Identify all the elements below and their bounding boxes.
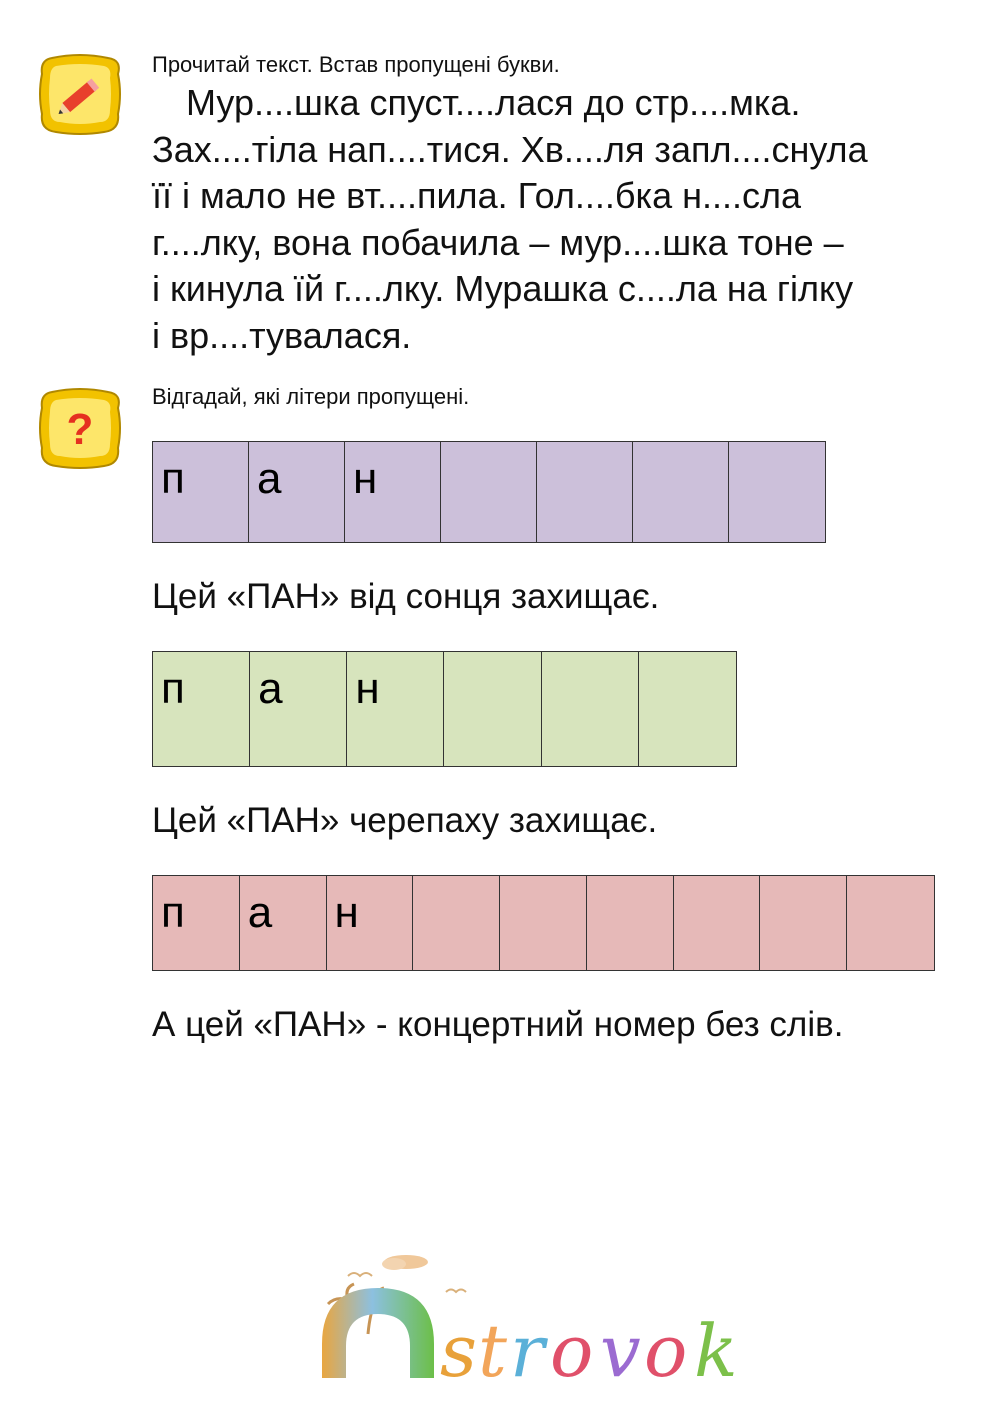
letter-cell <box>345 442 441 542</box>
letter-cell <box>153 652 250 766</box>
letter-grid-2 <box>152 651 737 767</box>
letter-cell[interactable] <box>413 876 500 970</box>
letter-cell[interactable] <box>760 876 847 970</box>
letter-cell[interactable] <box>500 876 587 970</box>
reading-line: г....лку, вона побачила – мур....шка тоне – <box>152 221 844 263</box>
letter-cell <box>347 652 444 766</box>
task1-instruction: Прочитай текст. Встав пропущені букви. <box>152 52 560 77</box>
letter-cell-text: н <box>355 664 380 713</box>
question-mark-icon <box>38 386 122 470</box>
letter-cell[interactable] <box>444 652 541 766</box>
pencil-icon <box>38 52 122 136</box>
letter-grid-1 <box>152 441 826 543</box>
letter-cell[interactable] <box>542 652 639 766</box>
svg-text:o: o <box>644 1309 688 1388</box>
letter-cell[interactable] <box>847 876 934 970</box>
letter-cell <box>327 876 414 970</box>
letter-cell-text: н <box>353 454 378 503</box>
letter-cell-text: а <box>247 888 273 937</box>
letter-cell <box>153 876 240 970</box>
svg-text:k: k <box>694 1309 738 1388</box>
letter-cell[interactable] <box>587 876 674 970</box>
ostrovok-logo <box>318 1248 758 1388</box>
letter-cell[interactable] <box>674 876 761 970</box>
letter-grid-3 <box>152 875 935 971</box>
task2-instruction: Відгадай, які літери пропущені. <box>152 384 470 409</box>
letter-cell-text: п <box>161 454 185 503</box>
letter-cell[interactable] <box>441 442 537 542</box>
letter-cell <box>240 876 327 970</box>
letter-cell[interactable] <box>537 442 633 542</box>
svg-text:r: r <box>510 1309 545 1388</box>
svg-text:t: t <box>478 1309 507 1388</box>
letter-cell-text: н <box>334 888 359 937</box>
letter-cell-text: п <box>161 664 185 713</box>
letter-cell[interactable] <box>633 442 729 542</box>
reading-line: Зах....тіла нап....тися. Хв....ля запл....снула <box>152 128 868 170</box>
letter-cell-text: а <box>257 454 282 503</box>
letter-cell <box>250 652 347 766</box>
svg-text:v: v <box>600 1309 641 1388</box>
letter-cell[interactable] <box>639 652 736 766</box>
letter-cell-text: а <box>258 664 283 713</box>
letter-cell[interactable] <box>729 442 825 542</box>
clue-1: Цей «ПАН» від сонця захищає. <box>152 577 660 616</box>
letter-cell <box>249 442 345 542</box>
svg-text:s: s <box>440 1309 477 1388</box>
reading-line: Мур....шка спуст....лася до стр....мка. <box>186 82 801 123</box>
reading-text <box>152 80 972 359</box>
svg-text:?: ? <box>66 405 94 454</box>
reading-line: і вр....тувалася. <box>152 314 412 356</box>
svg-text:o: o <box>550 1309 594 1388</box>
clue-3: А цей «ПАН» - концертний номер без слів. <box>152 1005 844 1044</box>
letter-cell <box>153 442 249 542</box>
reading-line: її і мало не вт....пила. Гол....бка н....сла <box>152 175 802 216</box>
clue-2: Цей «ПАН» черепаху захищає. <box>152 801 658 840</box>
reading-line: і кинула їй г....лку. Мурашка с....ла на гілку <box>152 268 854 309</box>
letter-cell-text: п <box>161 888 185 937</box>
